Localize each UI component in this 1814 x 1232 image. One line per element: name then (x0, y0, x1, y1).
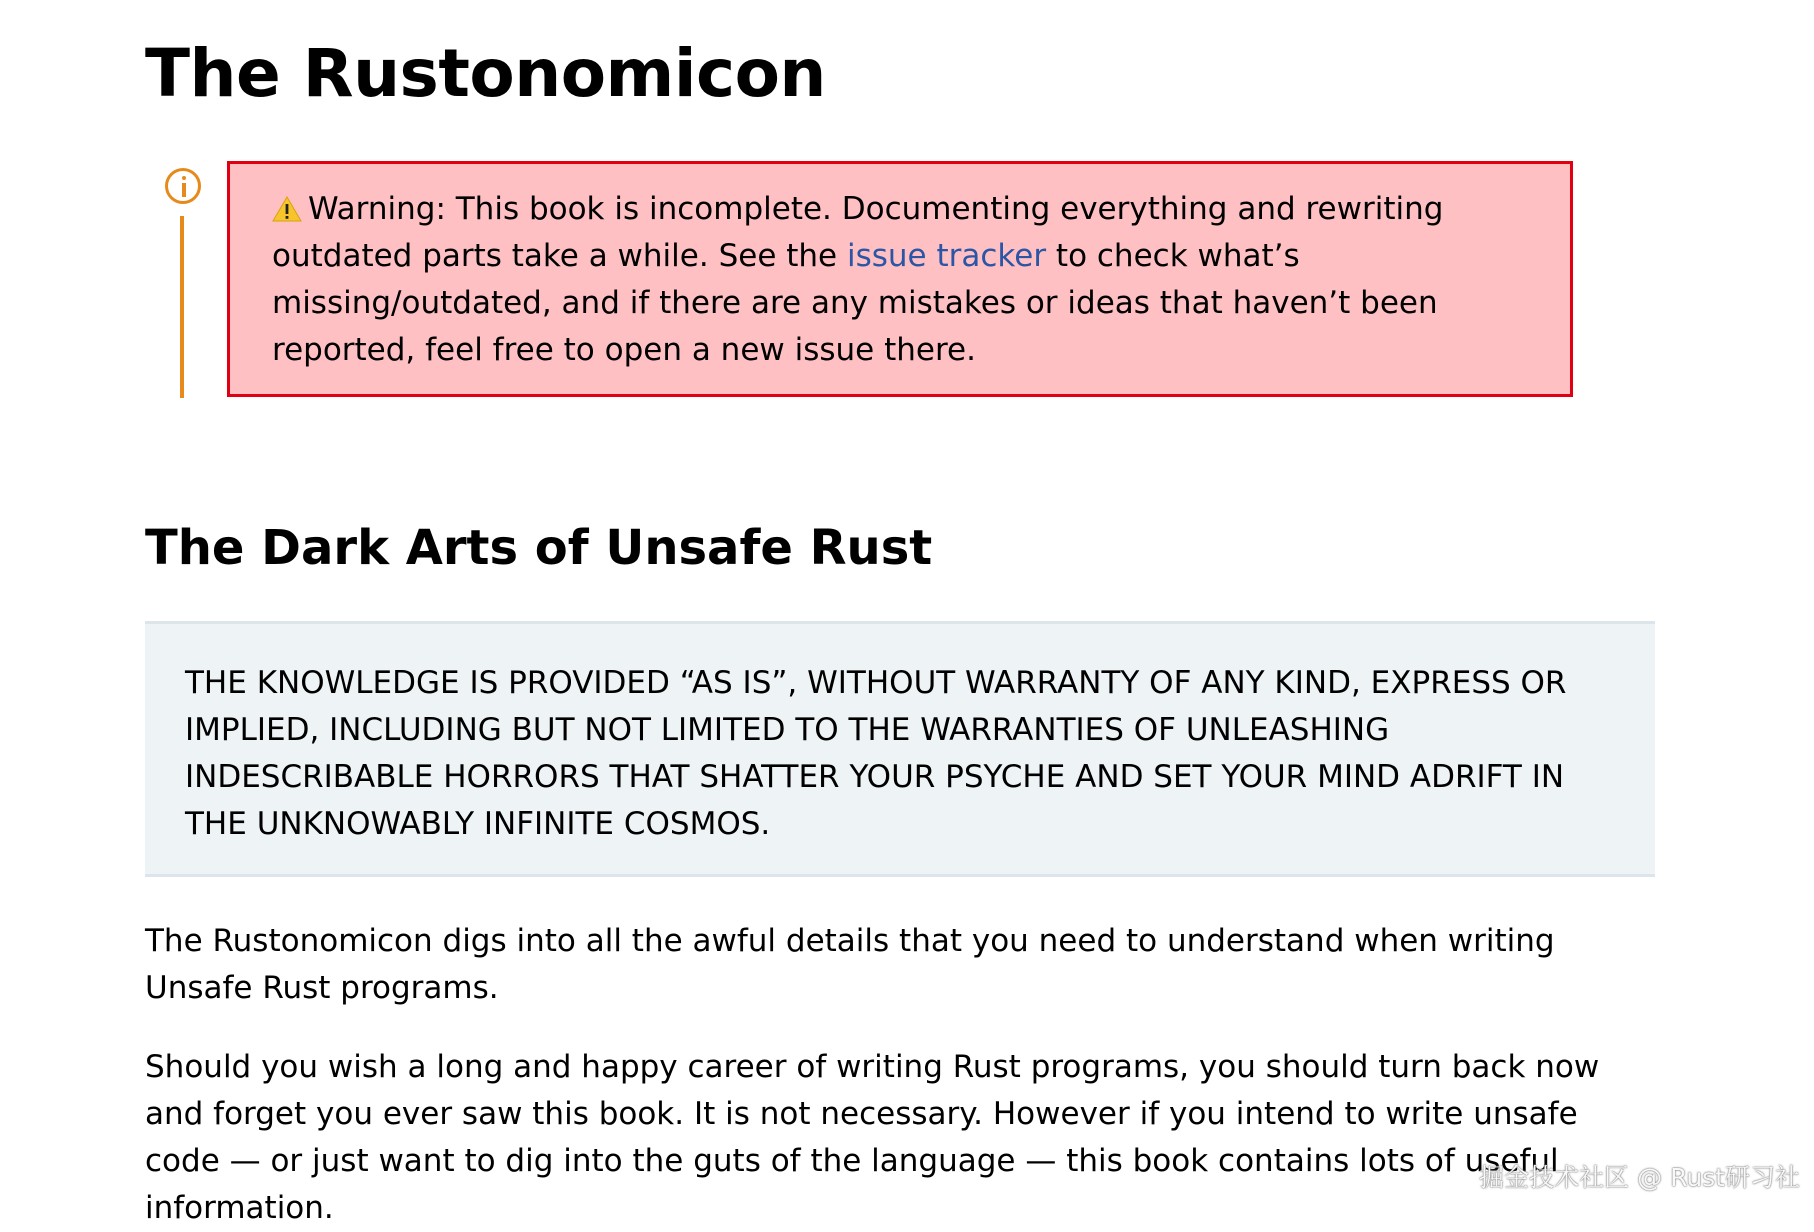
section-heading: The Dark Arts of Unsafe Rust (145, 520, 933, 576)
page-title: The Rustonomicon (145, 35, 826, 112)
issue-tracker-link[interactable]: issue tracker (846, 238, 1047, 274)
notice-accent-line (180, 216, 184, 398)
warning-text-start: Warning: This book is incomplete. Documenting everything and rewriting outdated parts take a while. See the (272, 191, 1444, 274)
info-icon (165, 168, 201, 204)
warning-text-end: to check what’s missing/outdated, and if there are any mistakes or ideas that haven’t been reported, feel free to open a new issue there. (272, 238, 1438, 368)
warning-notice (165, 164, 1565, 398)
warning-box (227, 161, 1573, 397)
warning-triangle-icon (272, 196, 302, 222)
watermark: 掘金技术社区 @ Rust研习社 (1479, 1163, 1800, 1192)
advice-paragraph: Should you wish a long and happy career of writing Rust programs, you should turn back now and forget you ever saw this book. It is not necessary. However if you intend to write unsafe code — or just want to dig into the guts of the language — this book contains lots of useful information. (145, 1049, 1600, 1226)
intro-paragraph: The Rustonomicon digs into all the awful details that you need to understand when writing Unsafe Rust programs. (145, 923, 1555, 1006)
disclaimer-blockquote: THE KNOWLEDGE IS PROVIDED “AS IS”, WITHOUT WARRANTY OF ANY KIND, EXPRESS OR IMPLIED, INCLUDING BUT NOT LIMITED TO THE WARRANTIES OF UNLEASHING INDESCRIBABLE HORRORS THAT SHATTER YOUR PSYCHE AND SET YOUR MIND ADRIFT IN THE UNKNOWABLY INFINITE COSMOS. (145, 621, 1655, 877)
